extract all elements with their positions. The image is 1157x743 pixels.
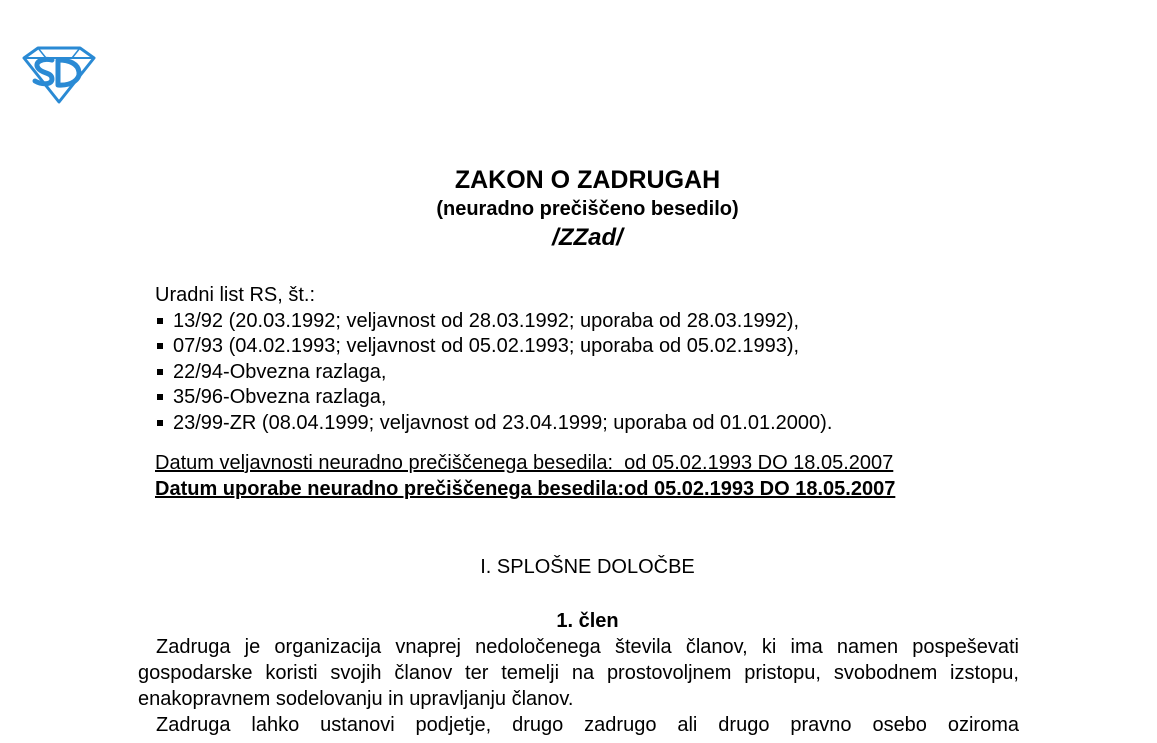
gazette-entry (155, 334, 832, 360)
article-body (138, 634, 1019, 738)
sd-diamond-logo-icon (22, 46, 96, 104)
chapter-heading: I. SPLOŠNE DOLOČBE (480, 556, 695, 578)
gazette-entry (155, 411, 832, 437)
document-title: ZAKON O ZADRUGAH (454, 166, 721, 194)
bullet-icon (157, 420, 163, 426)
article-paragraph: Zadruga je organizacija vnaprej nedoločenega števila članov, ki ima namen pospeševati gospodarske koristi svojih članov ter temelji na prostovoljnem pristopu, svobodnem izstopu, enakopravnem sodelovanju in upravljanju članov. (138, 636, 1019, 710)
application-date: Datum uporabe neuradno prečiščenega besedila:od 05.02.1993 DO 18.05.2007 (155, 478, 896, 500)
article-paragraph: Zadruga lahko ustanovi podjetje, drugo zadrugo ali drugo pravno osebo oziroma (156, 714, 1019, 736)
document-abbreviation: /ZZad/ (552, 224, 623, 251)
bullet-icon (157, 343, 163, 349)
bullet-icon (157, 369, 163, 375)
gazette-entry-text: 35/96-Obvezna razlaga, (173, 386, 387, 408)
validity-dates (155, 450, 895, 502)
gazette-entry (155, 360, 832, 386)
sd-logo (22, 46, 96, 104)
gazette-label: Uradni list RS, št.: (155, 284, 316, 306)
gazette-list (155, 309, 832, 437)
gazette-entry (155, 309, 832, 335)
validity-date: Datum veljavnosti neuradno prečiščenega besedila: od 05.02.1993 DO 18.05.2007 (155, 452, 894, 474)
gazette-entry (155, 385, 832, 411)
gazette-entry-text: 22/94-Obvezna razlaga, (173, 360, 387, 383)
article-heading: 1. člen (556, 610, 619, 632)
gazette-entry-text: 07/93 (04.02.1993; veljavnost od 05.02.1993; uporaba od 05.02.1993), (173, 335, 800, 357)
bullet-icon (157, 318, 163, 324)
gazette-references (155, 283, 832, 436)
document-subtitle: (neuradno prečiščeno besedilo) (436, 198, 739, 220)
document-header (0, 165, 1157, 253)
gazette-entry-text: 13/92 (20.03.1992; veljavnost od 28.03.1992; uporaba od 28.03.1992), (173, 309, 800, 332)
gazette-entry-text: 23/99-ZR (08.04.1999; veljavnost od 23.04.1999; uporaba od 01.01.2000). (173, 411, 833, 434)
bullet-icon (157, 394, 163, 400)
